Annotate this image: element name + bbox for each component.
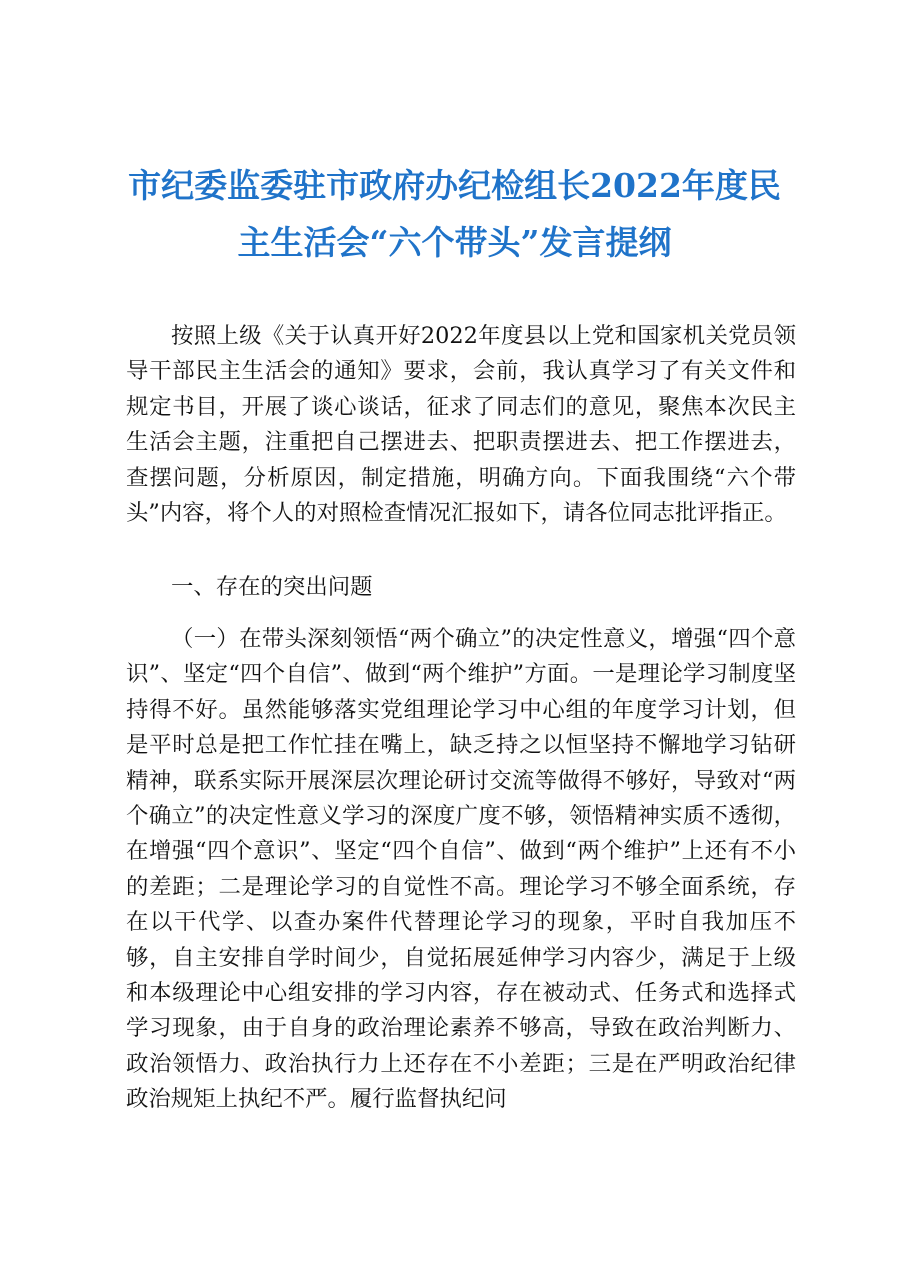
document-title-line-1: 市纪委监委驻市政府办纪检组长2022年度民 [128, 166, 781, 205]
document-title-line-2: 主生活会“六个带头”发言提纲 [237, 223, 672, 262]
intro-paragraph: 按照上级《关于认真开好2022年度县以上党和国家机关党员领导干部民主生活会的通知》要求，会前，我认真学习了有关文件和规定书目，开展了谈心谈话，征求了同志们的意见，聚焦本次民主生活会主题，注重把自己摆进去、把职责摆进去、把工作摆进去，查摆问题，分析原因，制定措施，明确方向。下面我围绕“六个带头”内容，将个人的对照检查情况汇报如下，请各位同志批评指正。 [126, 323, 796, 527]
section-heading: 一、存在的突出问题 [171, 574, 373, 600]
body-paragraph: （一）在带头深刻领悟“两个确立”的决定性意义，增强“四个意识”、坚定“四个自信”、做到“两个维护”方面。一是理论学习制度坚持得不好。虽然能够落实党组理论学习中心组的年度学习计划，但是平时总是把工作忙挂在嘴上，缺乏持之以恒坚持不懈地学习钻研精神，联系实际开展深层次理论研讨交流等做得不够好，导致对“两个确立”的决定性意义学习的深度广度不够，领悟精神实质不透彻，在增强“四个意识”、坚定“四个自信”、做到“两个维护”上还有不小的差距；二是理论学习的自觉性不高。理论学习不够全面系统，存在以干代学、以查办案件代替理论学习的现象，平时自我加压不够，自主安排自学时间少，自觉拓展延伸学习内容少，满足于上级和本级理论中心组安排的学习内容，存在被动式、任务式和选择式学习现象，由于自身的政治理论素养不够高，导致在政治判断力、政治领悟力、政治执行力上还存在不小差距；三是在严明政治纪律政治规矩上执纪不严。履行监督执纪问 [126, 626, 796, 1113]
